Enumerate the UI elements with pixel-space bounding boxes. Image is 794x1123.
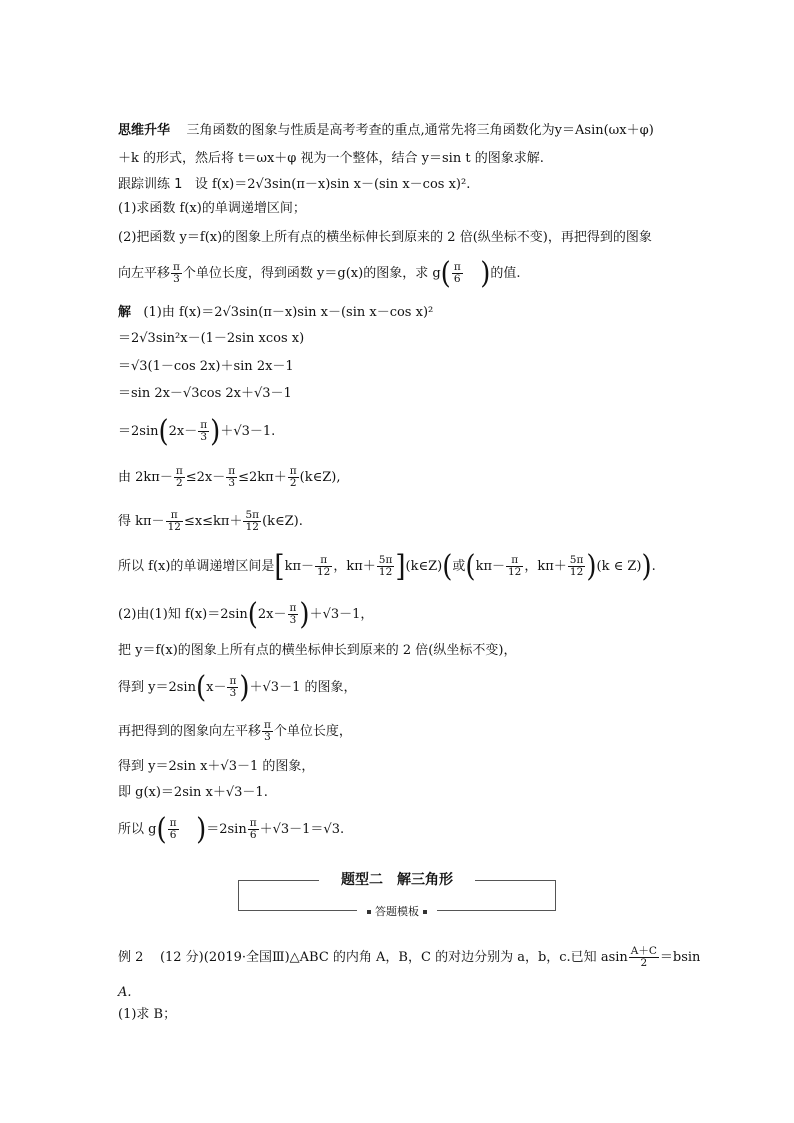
solution-line-2: ＝2√3sin²x－(1－2sin xcos x) bbox=[118, 331, 305, 346]
summary-line-1 bbox=[118, 122, 654, 140]
solution-tag: 解 bbox=[118, 305, 132, 320]
section-title: 题型二 解三角形 bbox=[239, 869, 555, 889]
summary-tag: 思维升华 bbox=[118, 123, 171, 138]
solution-line-8: 所以 f(x)的单调递增区间是[kπ－ $\frac{\pi}{12}$ ，kπ＋ $\frac{5\pi}{12}$ ](k∈Z)(或(kπ－ $\frac{\pi}{12}$ ，kπ＋ $\frac{5\pi}{12}$ )(k ∈ Z)). bbox=[118, 549, 656, 584]
section-subtitle: 答题模板 bbox=[239, 903, 555, 919]
section-header bbox=[238, 872, 556, 918]
example-text-b: ＝bsin bbox=[659, 950, 701, 965]
example-label: 例 2 bbox=[118, 950, 144, 965]
exercise-text: 设 f(x)＝2√3sin(π－x)sin x－(sin x－cos x)². bbox=[194, 177, 471, 192]
fraction-a-plus-c-over-2: $\frac{A+C}{2}$ bbox=[630, 945, 657, 969]
exercise-label: 跟踪训练 1 bbox=[118, 177, 183, 192]
solution-line-14: 即 g(x)＝2sin x＋√3－1. bbox=[118, 785, 268, 800]
question-2: (2)把函数 y＝f(x)的图象上所有点的横坐标伸长到原来的 2 倍(纵坐标不变)，再把得到的图象 bbox=[118, 230, 652, 245]
fraction-pi-3: $\frac{\pi}{3}$ bbox=[173, 261, 180, 285]
solution-line-11: 得到 y＝2sin(x－ $\frac{\pi}{3}$ )＋√3－1 的图象， bbox=[118, 670, 357, 705]
solution-line-6: 由 2kπ－ $\frac{\pi}{2}$ ≤2x－ $\frac{\pi}{3}$ ≤2kπ＋ $\frac{\pi}{2}$ (k∈Z), bbox=[118, 465, 341, 489]
solution-line-5: ＝2sin(2x－ $\frac{\pi}{3}$ )＋√3－1. bbox=[118, 414, 276, 449]
solution-line-7: 得 kπ－ $\frac{\pi}{12}$ ≤x≤kπ＋ $\frac{5\pi}{12}$ (k∈Z). bbox=[118, 509, 303, 533]
summary-line-2: ＋k 的形式，然后将 t＝ωx＋φ 视为一个整体，结合 y＝sin t 的图象求解. bbox=[118, 151, 544, 166]
question-2-text-b: 个单位长度，得到函数 y＝g(x)的图象，求 g bbox=[182, 266, 441, 281]
solution-line-13: 得到 y＝2sin x＋√3－1 的图象， bbox=[118, 759, 315, 774]
summary-text-1: 三角函数的图象与性质是高考考查的重点,通常先将三角函数化为y＝Asin(ωx＋φ) bbox=[186, 123, 654, 138]
example-line-1 bbox=[118, 946, 700, 969]
example-text-a: (12 分)(2019·全国Ⅲ)△ABC 的内角 A，B，C 的对边分别为 a，b，c.已知 asin bbox=[159, 950, 628, 965]
solution-line-12: 再把得到的图象向左平移 $\frac{\pi}{3}$ 个单位长度， bbox=[118, 719, 352, 743]
example-line-2: A. bbox=[118, 985, 132, 1000]
fraction-pi-6: $\frac{\pi}{6}$ bbox=[453, 261, 461, 285]
solution-line-10: 把 y＝f(x)的图象上所有点的横坐标伸长到原来的 2 倍(纵坐标不变)， bbox=[118, 643, 517, 658]
question-2-cont: 向左平移 $\frac{\pi}{3}$ 个单位长度，得到函数 y＝g(x)的图象，求 g( $\frac{\pi}{6}$ )的值. bbox=[118, 256, 521, 291]
question-2-text-c: 的值. bbox=[490, 266, 521, 281]
example-question-1: (1)求 B； bbox=[118, 1007, 177, 1022]
question-1: (1)求函数 f(x)的单调递增区间； bbox=[118, 201, 306, 216]
solution-line-4: ＝sin 2x－√3cos 2x＋√3－1 bbox=[118, 386, 292, 401]
solution-line-3: ＝√3(1－cos 2x)＋sin 2x－1 bbox=[118, 359, 294, 374]
solution-text-1: (1)由 f(x)＝2√3sin(π－x)sin x－(sin x－cos x)² bbox=[143, 305, 434, 320]
question-2-text-a: 向左平移 bbox=[118, 266, 171, 281]
solution-line-9: (2)由(1)知 f(x)＝2sin(2x－ $\frac{\pi}{3}$ )＋√3－1， bbox=[118, 597, 374, 632]
solution-line-15: 所以 g( $\frac{\pi}{6}$ )＝2sin $\frac{\pi}{6}$ ＋√3－1＝√3. bbox=[118, 812, 345, 847]
solution-line-1 bbox=[118, 304, 433, 322]
exercise-statement bbox=[118, 176, 470, 194]
